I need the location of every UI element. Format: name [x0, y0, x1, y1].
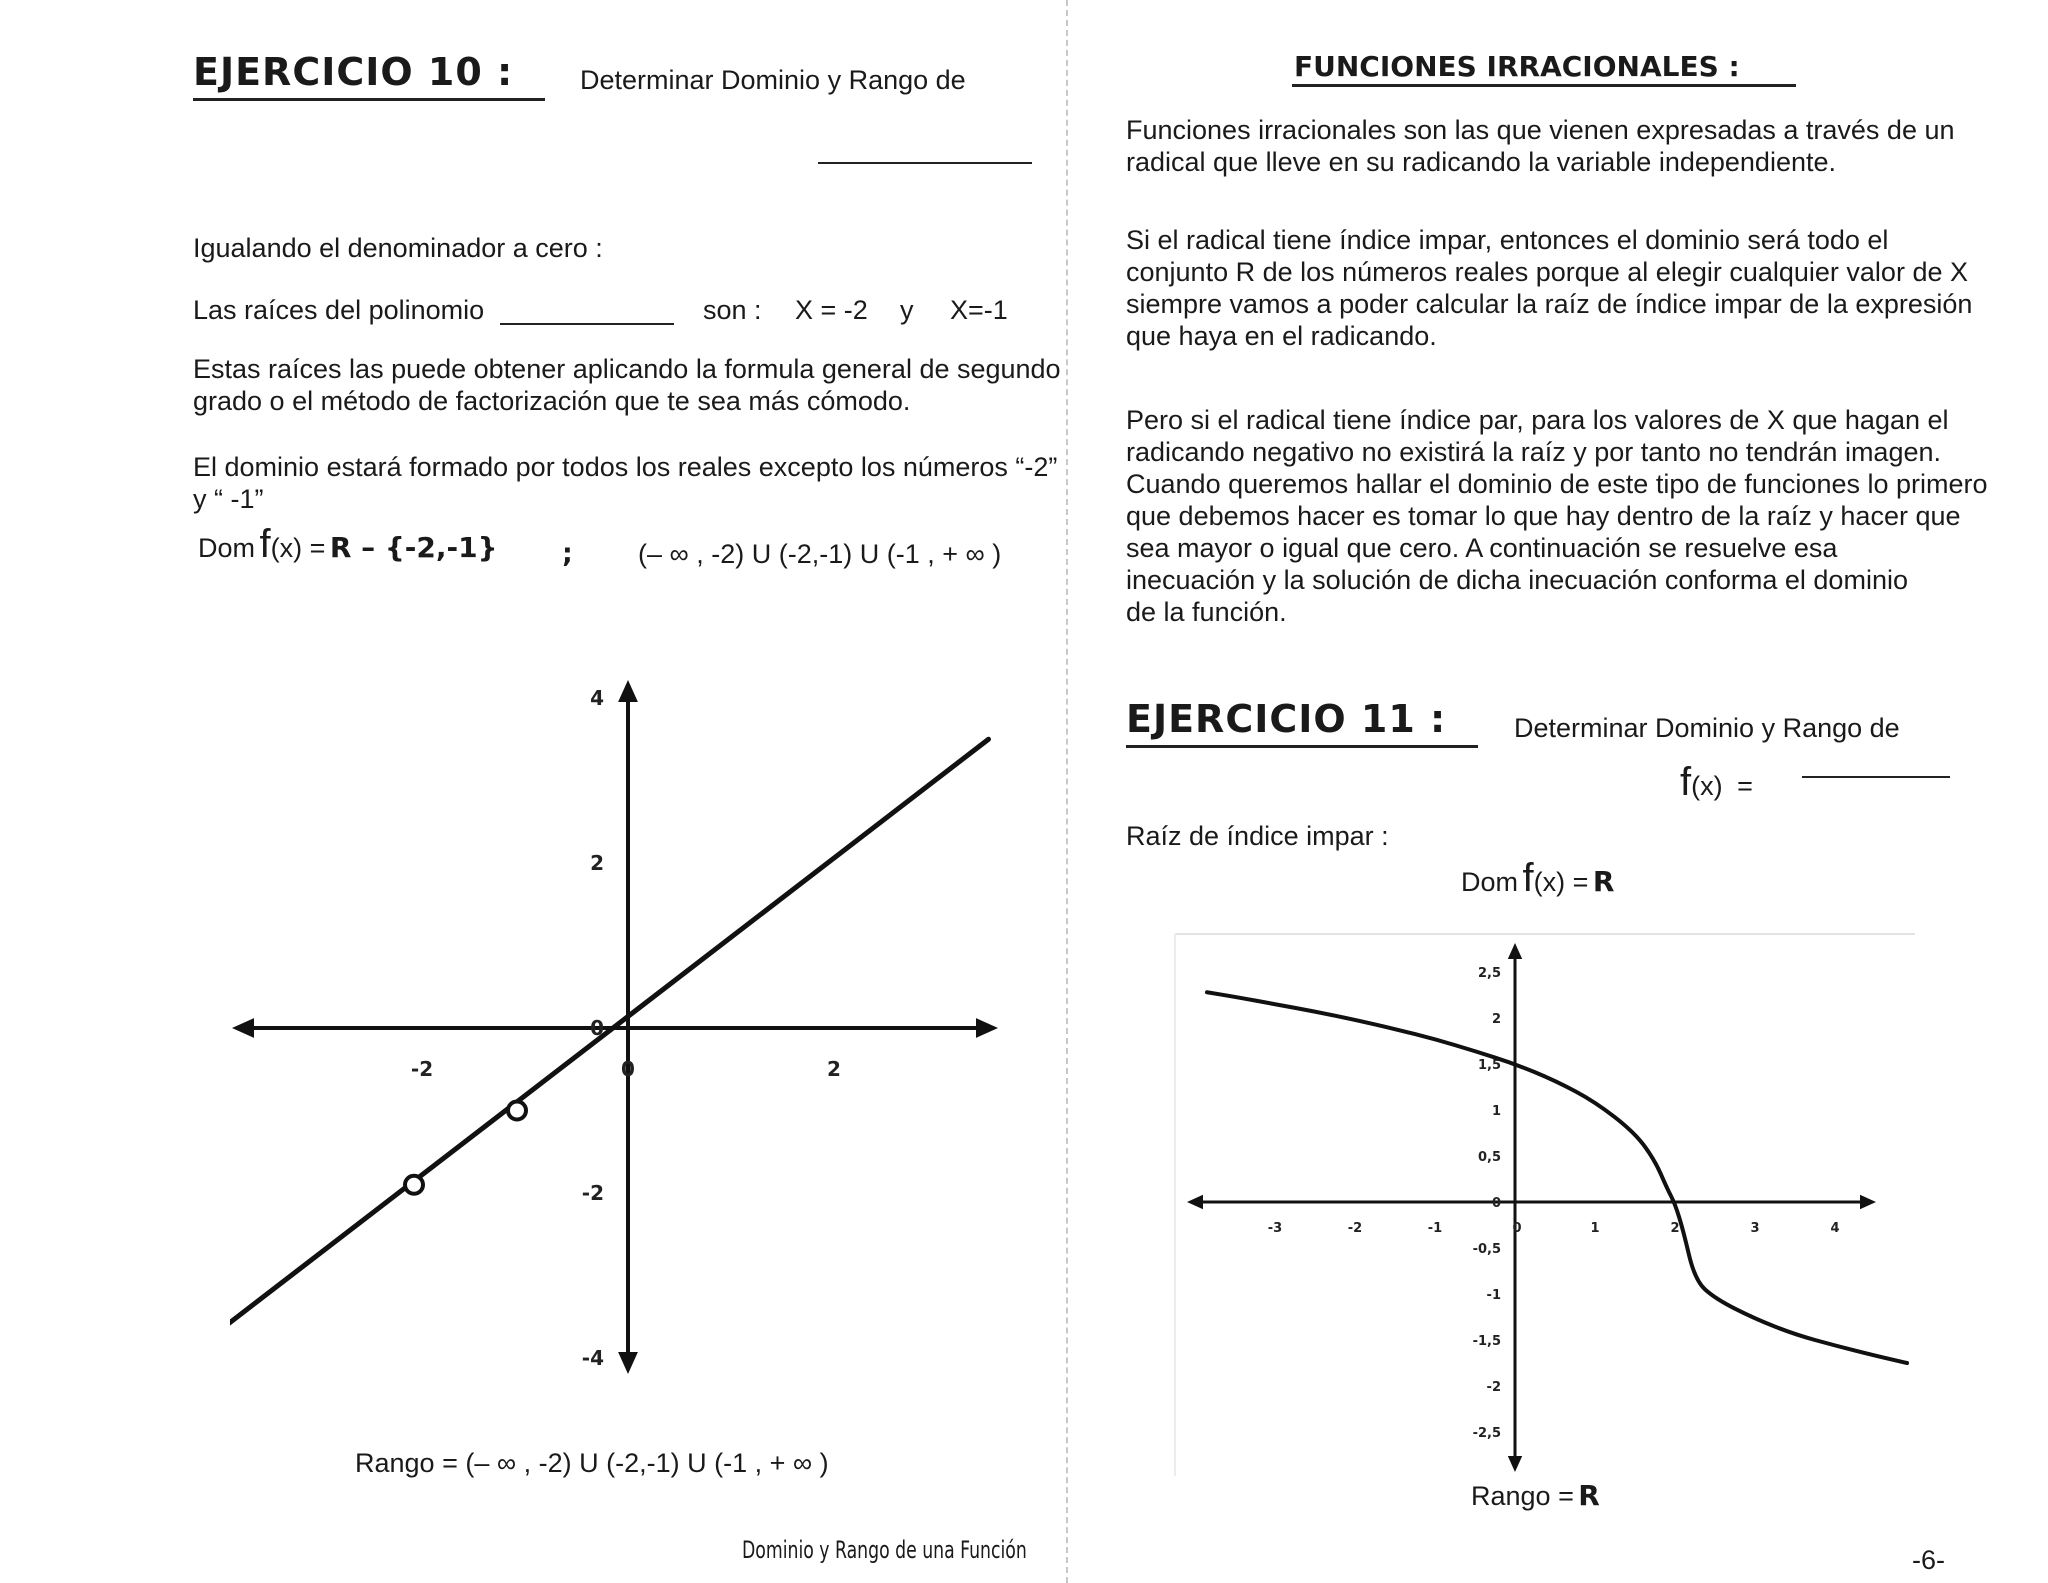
y-tick-label: -2 — [1486, 1380, 1501, 1395]
ejercicio-11-function — [1680, 760, 1753, 805]
dom-x: (x) = — [270, 533, 326, 563]
x-tick-label: -1 — [1427, 1221, 1443, 1236]
fi-p3-line-3: Cuando queremos hallar el dominio de este tipo de funciones lo primero — [1126, 469, 1988, 499]
x-axis-arrow-right — [976, 1018, 998, 1038]
dom-separator: ; — [562, 538, 573, 569]
rango11-label: Rango = — [1471, 1481, 1574, 1511]
estas-raices-line-1: Estas raíces las puede obtener aplicando la formula general de segundo — [193, 354, 1061, 384]
dom11-f: f — [1522, 856, 1534, 900]
chart-ejercicio-11 — [1170, 930, 1920, 1480]
x-axis-arrow-right — [1860, 1195, 1876, 1209]
y-tick-label: 2 — [590, 851, 604, 875]
open-point-hole — [405, 1176, 423, 1194]
dom-value: R – {-2,-1} — [329, 531, 498, 564]
x-tick-label: 0 — [1512, 1221, 1522, 1236]
y-tick-label: -1,5 — [1472, 1334, 1501, 1349]
dom-interval: (– ∞ , -2) U (-2,-1) U (-1 , + ∞ ) — [638, 539, 1002, 569]
y-tick-label: 0,5 — [1477, 1150, 1501, 1165]
x-axis-arrow-left — [1187, 1195, 1203, 1209]
x-axis-arrow-left — [232, 1018, 254, 1038]
function-blank-line — [818, 162, 1032, 164]
dominio-line-1: El dominio estará formado por todos los reales excepto los números “-2” — [193, 452, 1058, 482]
y-tick-label: 2 — [1491, 1012, 1501, 1027]
fi-p3-line-1: Pero si el radical tiene índice par, para los valores de X que hagan el — [1126, 405, 1949, 435]
chart-ejercicio-10 — [230, 670, 1010, 1390]
y-tick-label: 0 — [1491, 1196, 1501, 1211]
y-axis-arrow-up — [1508, 943, 1522, 959]
dom-label: Dom — [198, 533, 256, 563]
rango-ejercicio-11 — [1471, 1480, 1600, 1512]
y-tick-label: 1,5 — [1477, 1058, 1501, 1073]
ejercicio-11-title: EJERCICIO 11 : — [1126, 697, 1447, 741]
dominio-line-2: y “ -1” — [193, 484, 264, 514]
raices-y: y — [900, 295, 914, 325]
fx-equals: = — [1737, 771, 1753, 801]
fi-p3-line-2: radicando negativo no existirá la raíz y por tanto no tendrán imagen. — [1126, 437, 1941, 467]
dominio-formula — [198, 522, 498, 567]
x-tick-label: 3 — [1750, 1221, 1760, 1236]
y-tick-label: -1 — [1486, 1288, 1501, 1303]
dom11-x: (x) = — [1533, 867, 1589, 897]
y-tick-label: 2,5 — [1477, 966, 1501, 981]
raices-label: Las raíces del polinomio — [193, 295, 485, 325]
y-tick-label: -2,5 — [1472, 1426, 1501, 1441]
fi-p2-line-4: que haya en el radicando. — [1126, 321, 1437, 351]
y-tick-label: 4 — [590, 686, 604, 710]
series-curve — [1207, 992, 1907, 1363]
y-tick-label: -4 — [581, 1346, 604, 1370]
fi-p3-line-4: que debemos hacer es tomar lo que hay dentro de la raíz y hacer que — [1126, 501, 1961, 531]
page-divider — [1066, 0, 1068, 1583]
funciones-irracionales-underline — [1292, 84, 1796, 87]
y-axis-arrow-up — [618, 680, 638, 702]
footer-title: Dominio y Rango de una Función — [742, 1536, 1027, 1564]
x-tick-label: -2 — [410, 1057, 434, 1081]
ejercicio-11-blank-line — [1802, 776, 1950, 778]
fi-p3-line-6: inecuación y la solución de dicha inecuación conforma el dominio — [1126, 565, 1908, 595]
polynomial-blank-line — [500, 323, 674, 325]
dominio-11-formula — [1461, 856, 1614, 901]
x-tick-label: 2 — [827, 1057, 841, 1081]
ejercicio-10-underline — [193, 98, 545, 101]
dom11-label: Dom — [1461, 867, 1519, 897]
ejercicio-11-underline — [1126, 745, 1478, 748]
y-tick-label: -0,5 — [1472, 1242, 1501, 1257]
dom11-value: R — [1592, 865, 1615, 898]
fi-p3-line-7: de la función. — [1126, 597, 1287, 627]
x-tick-label: -3 — [1267, 1221, 1283, 1236]
funciones-irracionales-title: FUNCIONES IRRACIONALES : — [1294, 50, 1740, 83]
y-tick-label: -2 — [581, 1181, 604, 1205]
y-axis-arrow-down — [618, 1352, 638, 1374]
fi-p1-line-1: Funciones irracionales son las que vienen expresadas a través de un — [1126, 115, 1955, 145]
y-axis-arrow-down — [1508, 1456, 1522, 1472]
x-tick-label: 1 — [1590, 1221, 1600, 1236]
estas-raices-line-2: grado o el método de factorización que te sea más cómodo. — [193, 386, 911, 416]
ejercicio-10-title: EJERCICIO 10 : — [193, 50, 514, 94]
raiz-x2: X=-1 — [950, 295, 1008, 325]
ejercicio-11-prompt: Determinar Dominio y Rango de — [1514, 713, 1900, 743]
raices-son: son : — [703, 295, 762, 325]
x-tick-label: 2 — [1670, 1221, 1680, 1236]
x-tick-label: 0 — [621, 1057, 635, 1081]
page-number: -6- — [1912, 1545, 1945, 1575]
y-tick-label: 0 — [590, 1016, 604, 1040]
series-line — [230, 739, 989, 1333]
rango11-value: R — [1578, 1479, 1600, 1512]
raiz-impar-label: Raíz de índice impar : — [1126, 821, 1389, 851]
open-point-hole — [508, 1102, 526, 1120]
raiz-x1: X = -2 — [795, 295, 868, 325]
fx-x: (x) — [1691, 771, 1723, 801]
fx-f: f — [1680, 760, 1692, 804]
fi-p2-line-2: conjunto R de los números reales porque al elegir cualquier valor de X — [1126, 257, 1968, 287]
fi-p2-line-3: siempre vamos a poder calcular la raíz de índice impar de la expresión — [1126, 289, 1973, 319]
fi-p3-line-5: sea mayor o igual que cero. A continuación se resuelve esa — [1126, 533, 1838, 563]
x-tick-label: -2 — [1347, 1221, 1363, 1236]
dom-f: f — [259, 522, 271, 566]
x-tick-label: 4 — [1830, 1221, 1840, 1236]
rango-ejercicio-10: Rango = (– ∞ , -2) U (-2,-1) U (-1 , + ∞ ) — [355, 1448, 829, 1478]
fi-p2-line-1: Si el radical tiene índice impar, entonces el dominio será todo el — [1126, 225, 1889, 255]
ejercicio-10-prompt: Determinar Dominio y Rango de — [580, 65, 966, 95]
igualando-text: Igualando el denominador a cero : — [193, 233, 603, 263]
fi-p1-line-2: radical que lleve en su radicando la variable independiente. — [1126, 147, 1836, 177]
y-tick-label: 1 — [1491, 1104, 1501, 1119]
